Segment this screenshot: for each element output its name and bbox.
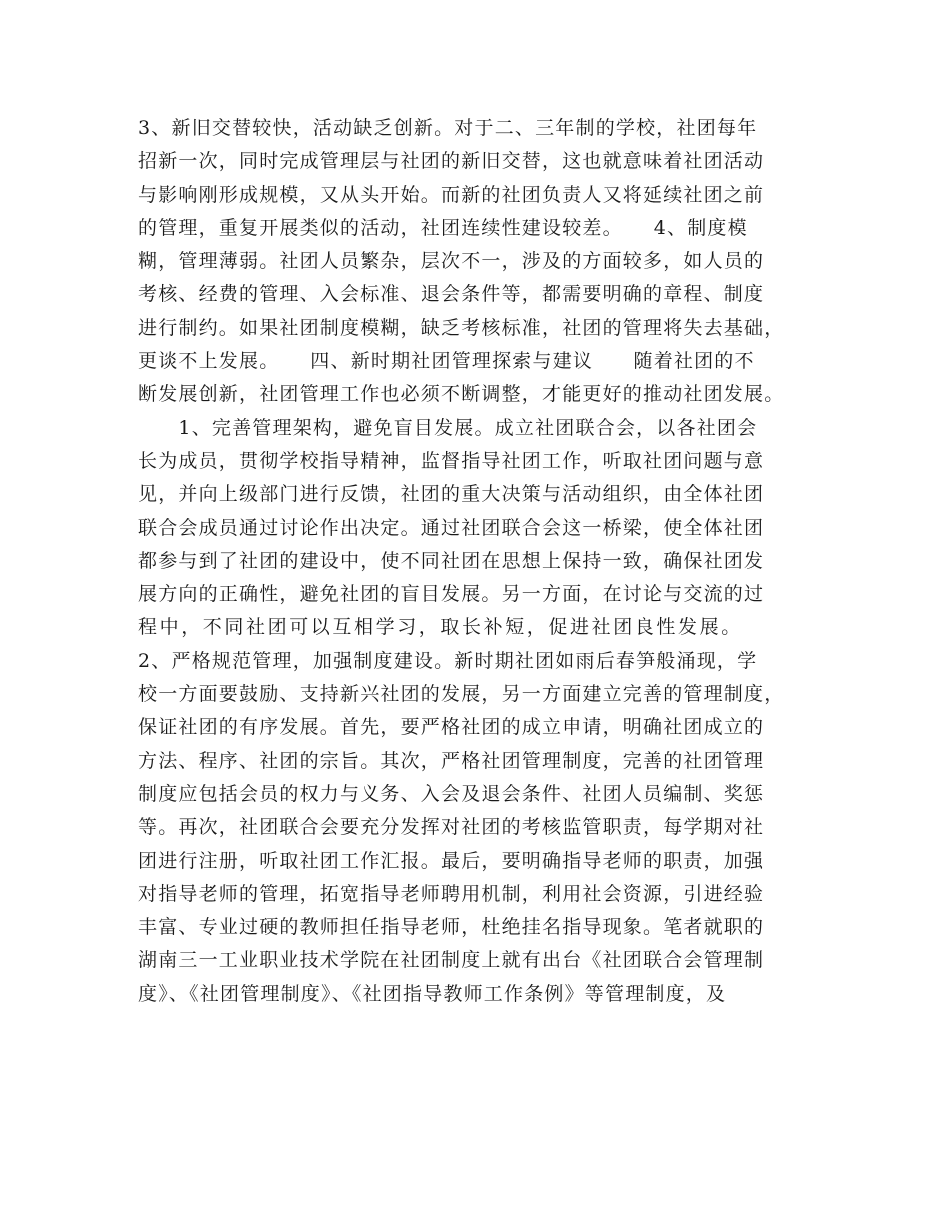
text-line-16: 程中，不同社团可以互相学习，取长补短，促进社团良性发展。 <box>138 616 743 639</box>
text-line-5: 糊，管理薄弱。社团人员繁杂，层次不一，涉及的方面较多，如人员的 <box>138 250 765 273</box>
text-line-2: 招新一次，同时完成管理层与社团的新旧交替，这也就意味着社团活动 <box>138 150 765 173</box>
text-line-20: 方法、程序、社团的宗旨。其次，严格社团管理制度，完善的社团管理 <box>138 749 765 772</box>
text-line-9: 断发展创新，社团管理工作也必须不断调整，才能更好的推动社团发展。 <box>138 383 785 406</box>
text-line-22: 等。再次，社团联合会要充分发挥对社团的考核监管职责，每学期对社 <box>138 816 765 839</box>
text-line-17: 2、严格规范管理，加强制度建设。新时期社团如雨后春笋般涌现，学 <box>138 649 758 672</box>
text-line-21: 制度应包括会员的权力与义务、入会及退会条件、社团人员编制、奖惩 <box>138 782 765 805</box>
body-text <box>138 112 828 1011</box>
text-line-27: 度》、《社团管理制度》、《社团指导教师工作条例》等管理制度，及 <box>138 982 727 1005</box>
text-line-23: 团进行注册，听取社团工作汇报。最后，要明确指导老师的职责，加强 <box>138 849 765 872</box>
text-line-10: 1、完善管理架构，避免盲目发展。成立社团联合会，以各社团会 <box>138 416 758 439</box>
text-line-4: 的管理，重复开展类似的活动，社团连续性建设较差。 4、制度模 <box>138 216 748 239</box>
text-line-8: 更谈不上发展。 四、新时期社团管理探索与建议 随着社团的不 <box>138 350 755 373</box>
text-line-15: 展方向的正确性，避免社团的盲目发展。另一方面，在讨论与交流的过 <box>138 583 765 606</box>
text-line-19: 保证社团的有序发展。首先，要严格社团的成立申请，明确社团成立的 <box>138 716 765 739</box>
text-line-24: 对指导老师的管理，拓宽指导老师聘用机制，利用社会资源，引进经验 <box>138 882 765 905</box>
text-line-14: 都参与到了社团的建设中，使不同社团在思想上保持一致，确保社团发 <box>138 549 765 572</box>
text-line-12: 见，并向上级部门进行反馈，社团的重大决策与活动组织，由全体社团 <box>138 483 765 506</box>
text-line-1: 3、新旧交替较快，活动缺乏创新。对于二、三年制的学校，社团每年 <box>138 117 758 139</box>
text-line-6: 考核、经费的管理、入会标准、退会条件等，都需要明确的章程、制度 <box>138 283 765 306</box>
text-line-13: 联合会成员通过讨论作出决定。通过社团联合会这一桥梁，使全体社团 <box>138 516 765 539</box>
text-line-18: 校一方面要鼓励、支持新兴社团的发展，另一方面建立完善的管理制度， <box>138 683 785 706</box>
text-line-7: 进行制约。如果社团制度模糊，缺乏考核标准，社团的管理将失去基础， <box>138 316 785 339</box>
text-line-26: 湖南三一工业职业技术学院在社团制度上就有出台《社团联合会管理制 <box>138 949 765 972</box>
text-line-25: 丰富、专业过硬的教师担任指导老师，杜绝挂名指导现象。笔者就职的 <box>138 916 765 939</box>
text-line-3: 与影响刚形成规模，又从头开始。而新的社团负责人又将延续社团之前 <box>138 183 765 206</box>
text-line-11: 长为成员，贯彻学校指导精神，监督指导社团工作，听取社团问题与意 <box>138 449 765 472</box>
